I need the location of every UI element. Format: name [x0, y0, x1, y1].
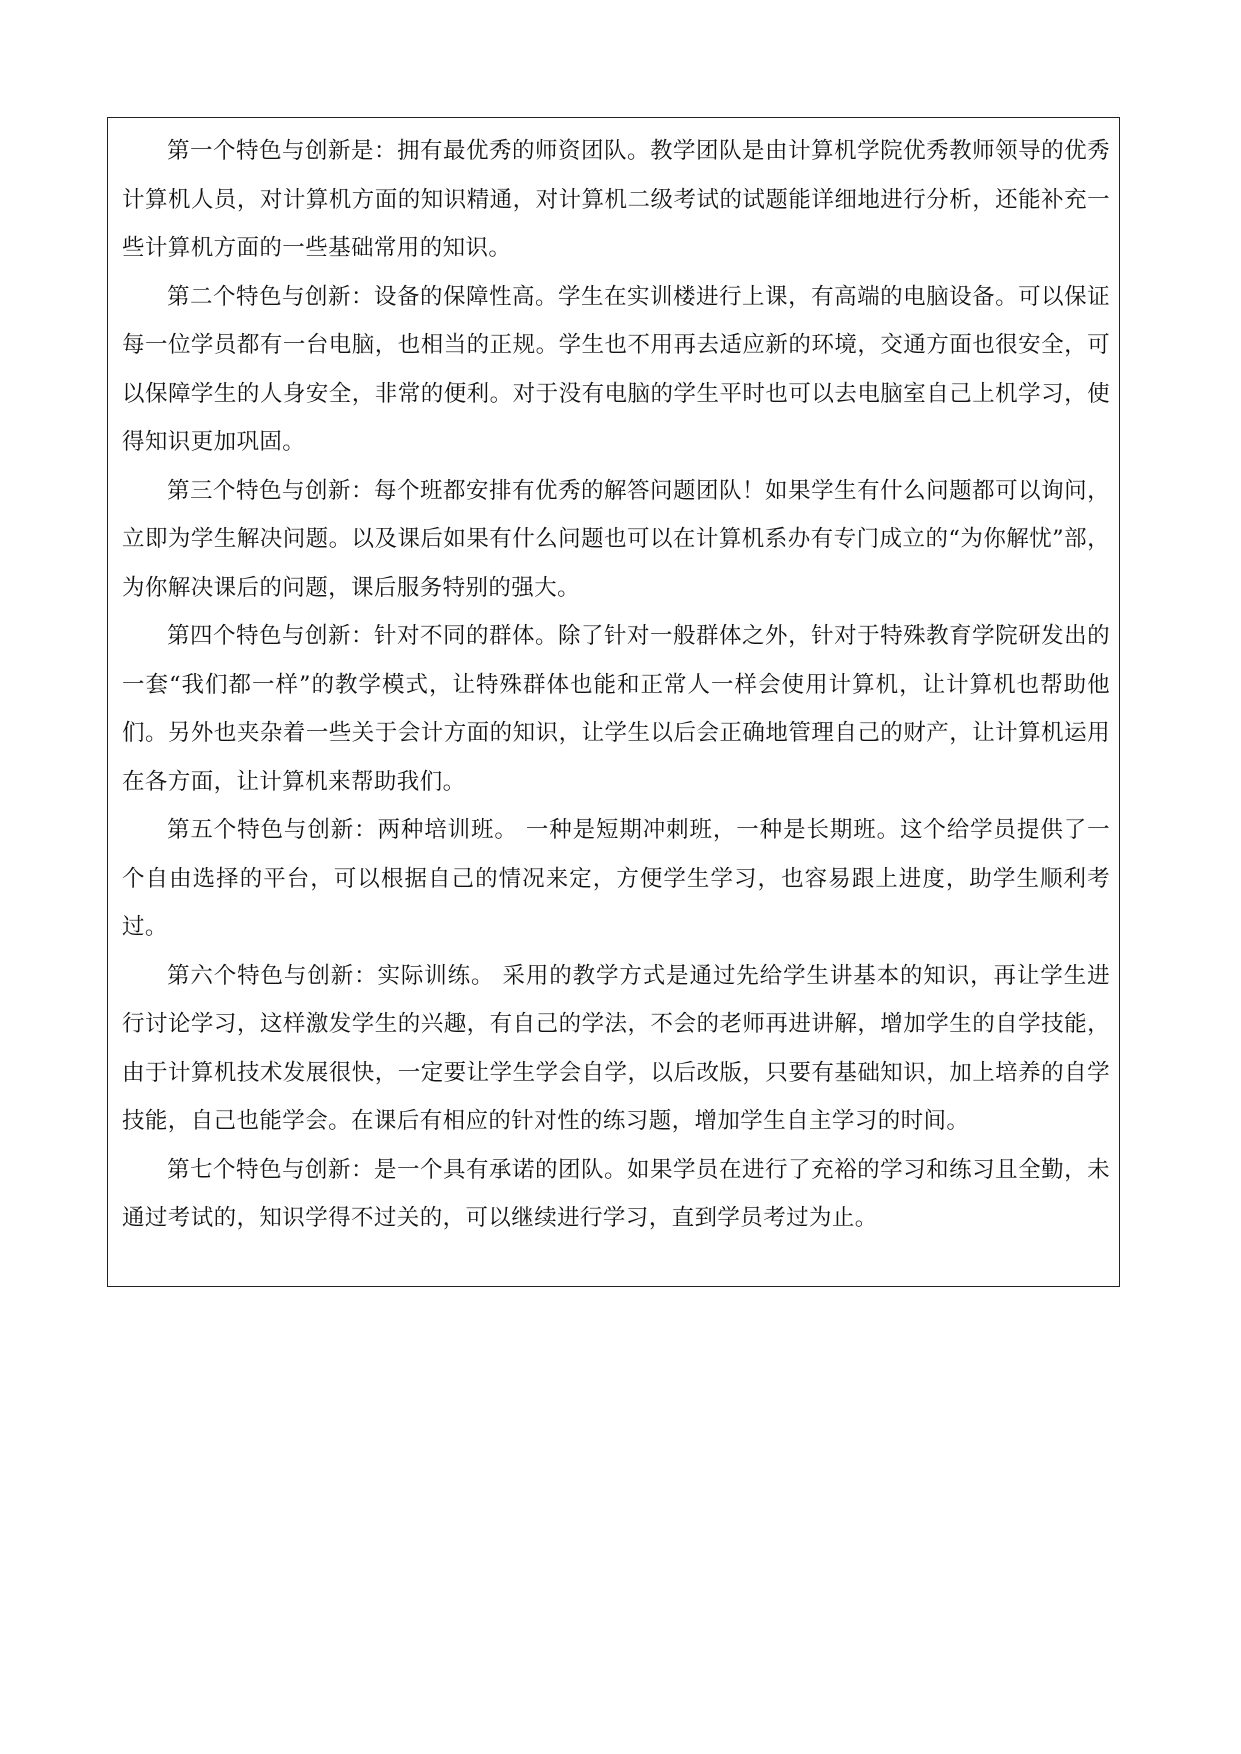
paragraph-feature-3: 第三个特色与创新：每个班都安排有优秀的解答问题团队！如果学生有什么问题都可以询问，立即为学生解决问题。以及课后如果有什么问题也可以在计算机系办有专门成立的“为你解忧”部，为你解决课后的问题，课后服务特别的强大。	[122, 477, 1110, 601]
paragraph-feature-2: 第二个特色与创新：设备的保障性高。学生在实训楼进行上课，有高端的电脑设备。可以保证每一位学员都有一台电脑，也相当的正规。学生也不用再去适应新的环境，交通方面也很安全，可以保障学生的人身安全，非常的便利。对于没有电脑的学生平时也可以去电脑室自己上机学习，使得知识更加巩固。	[122, 283, 1110, 455]
paragraph-feature-4: 第四个特色与创新：针对不同的群体。除了针对一般群体之外，针对于特殊教育学院研发出的一套“我们都一样”的教学模式，让特殊群体也能和正常人一样会使用计算机，让计算机也帮助他们。另外也夹杂着一些关于会计方面的知识，让学生以后会正确地管理自己的财产，让计算机运用在各方面，让计算机来帮助我们。	[122, 623, 1110, 795]
paragraph-feature-1: 第一个特色与创新是：拥有最优秀的师资团队。教学团队是由计算机学院优秀教师领导的优秀计算机人员，对计算机方面的知识精通，对计算机二级考试的试题能详细地进行分析，还能补充一些计算机方面的一些基础常用的知识。	[122, 138, 1110, 261]
bordered-text-box	[107, 117, 1120, 1287]
paragraph-feature-5: 第五个特色与创新：两种培训班。 一种是短期冲刺班，一种是长期班。这个给学员提供了一个自由选择的平台，可以根据自己的情况来定，方便学生学习，也容易跟上进度，助学生顺利考过。	[122, 817, 1110, 940]
paragraph-feature-6: 第六个特色与创新：实际训练。 采用的教学方式是通过先给学生讲基本的知识，再让学生进行讨论学习，这样激发学生的兴趣，有自己的学法，不会的老师再进讲解，增加学生的自学技能，由于计算机技术发展很快，一定要让学生学会自学，以后改版，只要有基础知识，加上培养的自学技能，自己也能学会。在课后有相应的针对性的练习题，增加学生自主学习的时间。	[122, 962, 1110, 1134]
paragraph-feature-7: 第七个特色与创新：是一个具有承诺的团队。如果学员在进行了充裕的学习和练习且全勤，未通过考试的，知识学得不过关的，可以继续进行学习，直到学员考过为止。	[122, 1156, 1110, 1231]
